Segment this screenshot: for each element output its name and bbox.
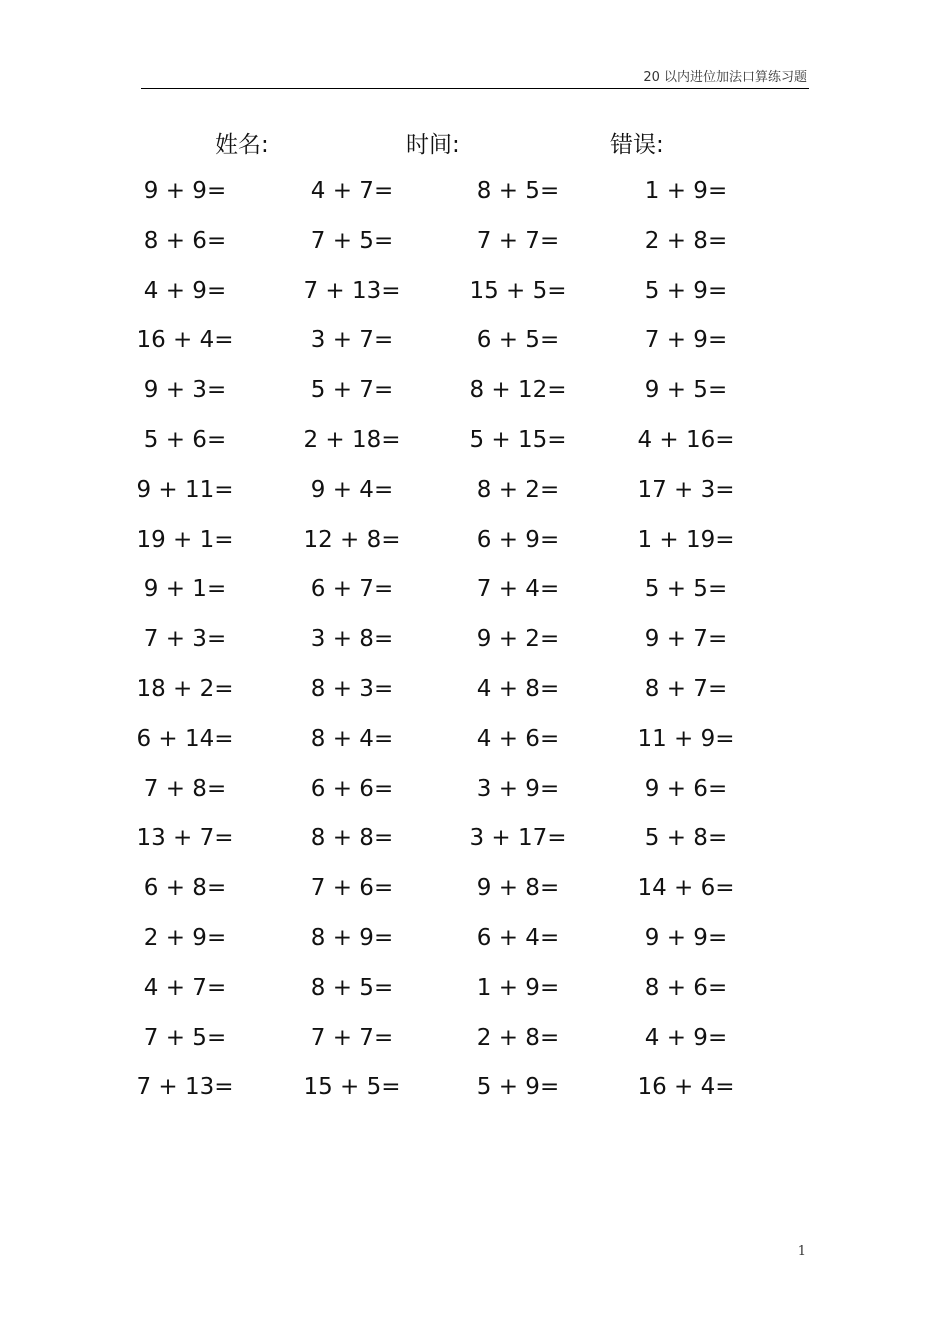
problem-item: 17 + 3=: [637, 476, 735, 503]
problem-item: 5 + 9=: [644, 277, 728, 304]
problem-row: [0, 1065, 950, 1115]
problem-item: 16 + 4=: [136, 327, 234, 354]
problem-item: 7 + 7=: [476, 227, 560, 254]
problem-item: 8 + 6=: [143, 227, 227, 254]
problem-item: 5 + 8=: [644, 825, 728, 852]
problem-item: 9 + 11=: [136, 476, 234, 503]
problem-item: 4 + 7=: [143, 974, 227, 1001]
problem-row: [0, 866, 950, 916]
problem-item: 18 + 2=: [136, 675, 234, 702]
problem-item: 7 + 13=: [303, 277, 401, 304]
problem-item: 4 + 9=: [143, 277, 227, 304]
problem-row: [0, 169, 950, 219]
problem-item: 4 + 7=: [310, 178, 394, 204]
problem-row: [0, 318, 950, 368]
problem-item: 8 + 9=: [310, 924, 394, 951]
problem-item: 3 + 8=: [310, 626, 394, 653]
problem-grid: [0, 169, 950, 1115]
problem-row: [0, 966, 950, 1016]
problem-item: 9 + 5=: [644, 377, 728, 404]
problem-item: 8 + 2=: [476, 476, 560, 503]
problem-item: 9 + 2=: [476, 626, 560, 653]
problem-item: 9 + 9=: [143, 178, 227, 204]
problem-item: 8 + 8=: [310, 825, 394, 852]
problem-row: [0, 1016, 950, 1066]
problem-item: 6 + 4=: [476, 924, 560, 951]
problem-row: [0, 219, 950, 269]
problem-row: [0, 816, 950, 866]
page-number: 1: [797, 1244, 806, 1259]
problem-item: 7 + 13=: [136, 1074, 234, 1101]
problem-row: [0, 667, 950, 717]
problem-item: 11 + 9=: [637, 725, 735, 752]
problem-row: [0, 567, 950, 617]
problem-item: 8 + 7=: [644, 675, 728, 702]
problem-item: 6 + 7=: [310, 576, 394, 603]
problem-item: 8 + 6=: [644, 974, 728, 1001]
header-title: 20 以内进位加法口算练习题: [643, 70, 807, 85]
problem-item: 15 + 5=: [469, 277, 567, 304]
problem-item: 7 + 9=: [644, 327, 728, 354]
problem-row: [0, 617, 950, 667]
problem-item: 9 + 9=: [644, 924, 728, 951]
problem-item: 7 + 5=: [143, 1024, 227, 1051]
problem-item: 8 + 5=: [310, 974, 394, 1001]
problem-item: 14 + 6=: [637, 875, 735, 902]
problem-item: 3 + 7=: [310, 327, 394, 354]
problem-item: 4 + 16=: [637, 426, 735, 453]
problem-item: 1 + 19=: [637, 526, 735, 553]
problem-item: 7 + 8=: [143, 775, 227, 802]
problem-item: 1 + 9=: [476, 974, 560, 1001]
problem-item: 9 + 7=: [644, 626, 728, 653]
problem-item: 3 + 17=: [469, 825, 567, 852]
problem-item: 8 + 5=: [476, 178, 560, 204]
problem-item: 7 + 4=: [476, 576, 560, 603]
name-label: 姓名:: [215, 132, 269, 158]
problem-item: 9 + 6=: [644, 775, 728, 802]
problem-item: 9 + 4=: [310, 476, 394, 503]
problem-item: 13 + 7=: [136, 825, 234, 852]
problem-item: 7 + 3=: [143, 626, 227, 653]
problem-item: 16 + 4=: [637, 1074, 735, 1101]
problem-item: 8 + 4=: [310, 725, 394, 752]
problem-item: 4 + 8=: [476, 675, 560, 702]
problem-item: 6 + 8=: [143, 875, 227, 902]
problem-item: 15 + 5=: [303, 1074, 401, 1101]
problem-item: 8 + 3=: [310, 675, 394, 702]
problem-item: 2 + 9=: [143, 924, 227, 951]
problem-item: 7 + 5=: [310, 227, 394, 254]
problem-row: [0, 916, 950, 966]
problem-item: 1 + 9=: [644, 178, 728, 204]
problem-item: 2 + 8=: [644, 227, 728, 254]
problem-item: 5 + 5=: [644, 576, 728, 603]
problem-item: 5 + 6=: [143, 426, 227, 453]
problem-item: 4 + 9=: [644, 1024, 728, 1051]
errors-label: 错误:: [610, 132, 664, 158]
problem-row: [0, 468, 950, 518]
problem-item: 6 + 14=: [136, 725, 234, 752]
problem-row: [0, 368, 950, 418]
problem-item: 9 + 8=: [476, 875, 560, 902]
problem-item: 7 + 7=: [310, 1024, 394, 1051]
problem-item: 8 + 12=: [469, 377, 567, 404]
problem-row: [0, 767, 950, 817]
problem-row: [0, 418, 950, 468]
problem-item: 3 + 9=: [476, 775, 560, 802]
problem-item: 2 + 8=: [476, 1024, 560, 1051]
problem-item: 6 + 6=: [310, 775, 394, 802]
header-rule: [141, 88, 809, 89]
problem-item: 7 + 6=: [310, 875, 394, 902]
problem-row: [0, 717, 950, 767]
problem-item: 5 + 15=: [469, 426, 567, 453]
problem-row: [0, 518, 950, 568]
problem-item: 9 + 1=: [143, 576, 227, 603]
problem-item: 6 + 9=: [476, 526, 560, 553]
time-label: 时间:: [406, 132, 460, 158]
problem-item: 19 + 1=: [136, 526, 234, 553]
problem-item: 12 + 8=: [303, 526, 401, 553]
problem-item: 6 + 5=: [476, 327, 560, 354]
problem-item: 5 + 7=: [310, 377, 394, 404]
problem-item: 9 + 3=: [143, 377, 227, 404]
problem-item: 2 + 18=: [303, 426, 401, 453]
problem-row: [0, 269, 950, 319]
problem-item: 5 + 9=: [476, 1074, 560, 1101]
problem-item: 4 + 6=: [476, 725, 560, 752]
